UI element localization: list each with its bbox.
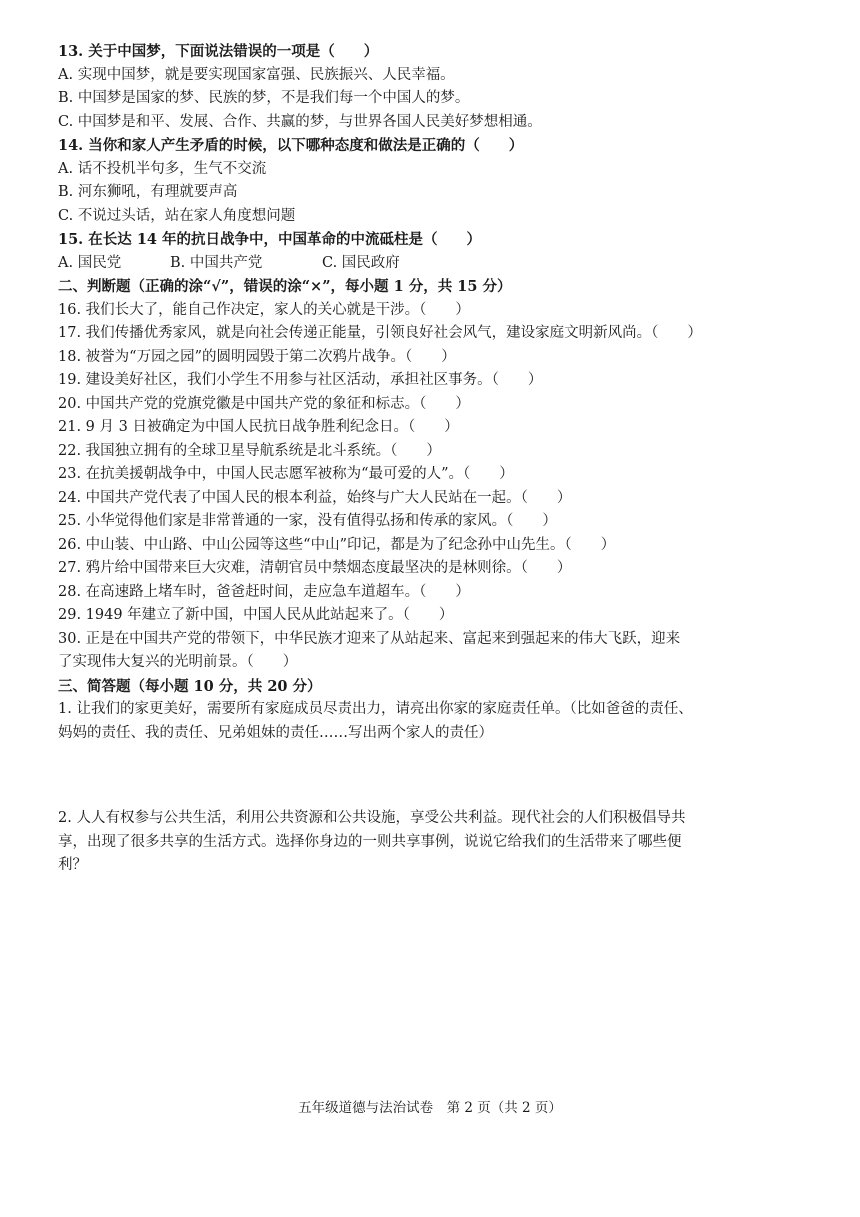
answer-space-2[interactable]: [58, 878, 818, 1058]
question-14-option-a: A. 话不投机半句多，生气不交流: [58, 160, 267, 177]
judgement-item-16: 16. 我们长大了，能自己作决定，家人的关心就是干涉。（ ）: [58, 301, 470, 318]
answer-space-1[interactable]: [58, 745, 818, 807]
exam-page: [58, 40, 818, 1058]
judgement-item-18: 18. 被誉为“万园之园”的圆明园毁于第二次鸦片战争。（ ）: [58, 348, 456, 365]
judgement-item-28: 28. 在高速路上堵车时，爸爸赶时间，走应急车道超车。（ ）: [58, 583, 470, 600]
question-14-option-c: C. 不说过头话，站在家人角度想问题: [58, 207, 296, 224]
short-answer-2-line3: 利？: [58, 857, 87, 873]
short-answer-1-line2: 妈妈的责任、我的责任、兄弟姐妹的责任……写出两个家人的责任）: [58, 724, 493, 741]
question-15-option-c: C. 国民政府: [322, 254, 400, 271]
judgement-item-25: 25. 小华觉得他们家是非常普通的一家，没有值得弘扬和传承的家风。（ ）: [58, 513, 557, 529]
question-13-stem: 13. 关于中国梦，下面说法错误的一项是（ ）: [58, 43, 379, 60]
judgement-item-27: 27. 鸦片给中国带来巨大灾难，清朝官员中禁烟态度最坚决的是林则徐。（ ）: [58, 560, 572, 576]
question-14-option-b: B. 河东狮吼，有理就要声高: [58, 184, 238, 200]
judgement-item-23: 23. 在抗美援朝战争中，中国人民志愿军被称为“最可爱的人”。（ ）: [58, 466, 514, 482]
section-2-heading: 二、判断题（正确的涂“√”，错误的涂“×”，每小题 1 分，共 15 分）: [58, 278, 512, 295]
short-answer-2-line2: 享，出现了很多共享的生活方式。选择你身边的一则共享事例，说说它给我们的生活带来了哪些便: [58, 833, 682, 850]
judgement-item-30-line2: 了实现伟大复兴的光明前景。（ ）: [58, 654, 298, 670]
section-3-heading: 三、简答题（每小题 10 分，共 20 分）: [58, 677, 322, 695]
judgement-item-22: 22. 我国独立拥有的全球卫星导航系统是北斗系统。（ ）: [58, 442, 441, 459]
judgement-item-19: 19. 建设美好社区，我们小学生不用参与社区活动，承担社区事务。（ ）: [58, 372, 543, 388]
short-answer-1-line1: 1. 让我们的家更美好，需要所有家庭成员尽责出力，请亮出你家的家庭责任单。（比如爸爸的责任、: [58, 701, 693, 717]
judgement-item-30-line1: 30. 正是在中国共产党的带领下，中华民族才迎来了从站起来、富起来到强起来的伟大飞跃，迎来: [58, 630, 681, 647]
question-13-option-c: C. 中国梦是和平、发展、合作、共赢的梦，与世界各国人民美好梦想相通。: [58, 113, 542, 130]
judgement-item-20: 20. 中国共产党的党旗党徽是中国共产党的象征和标志。（ ）: [58, 395, 470, 412]
question-15-option-b: B. 中国共产党: [170, 254, 263, 271]
judgement-item-21: 21. 9 月 3 日被确定为中国人民抗日战争胜利纪念日。（ ）: [58, 419, 459, 435]
question-14-stem: 14. 当你和家人产生矛盾的时候，以下哪种态度和做法是正确的（ ）: [58, 137, 524, 154]
judgement-item-17: 17. 我们传播优秀家风，就是向社会传递正能量，引领良好社会风气，建设家庭文明新风尚。（ ）: [58, 325, 702, 341]
question-13-option-b: B. 中国梦是国家的梦、民族的梦，不是我们每一个中国人的梦。: [58, 90, 470, 106]
page-footer: 五年级道德与法治试卷 第 2 页（共 2 页）: [298, 1100, 562, 1116]
question-15-option-a: A. 国民党: [58, 254, 122, 271]
judgement-item-24: 24. 中国共产党代表了中国人民的根本利益，始终与广大人民站在一起。（ ）: [58, 489, 572, 506]
question-15-options: [58, 252, 818, 276]
judgement-item-26: 26. 中山装、中山路、中山公园等这些“中山”印记，都是为了纪念孙中山先生。（ ）: [58, 536, 616, 553]
short-answer-2-line1: 2. 人人有权参与公共生活，利用公共资源和公共设施，享受公共利益。现代社会的人们积极倡导共: [58, 810, 686, 826]
question-15-stem: 15. 在长达 14 年的抗日战争中，中国革命的中流砥柱是（ ）: [58, 231, 482, 248]
question-13-option-a: A. 实现中国梦，就是要实现国家富强、民族振兴、人民幸福。: [58, 66, 455, 83]
judgement-item-29: 29. 1949 年建立了新中国，中国人民从此站起来了。（ ）: [58, 607, 454, 623]
